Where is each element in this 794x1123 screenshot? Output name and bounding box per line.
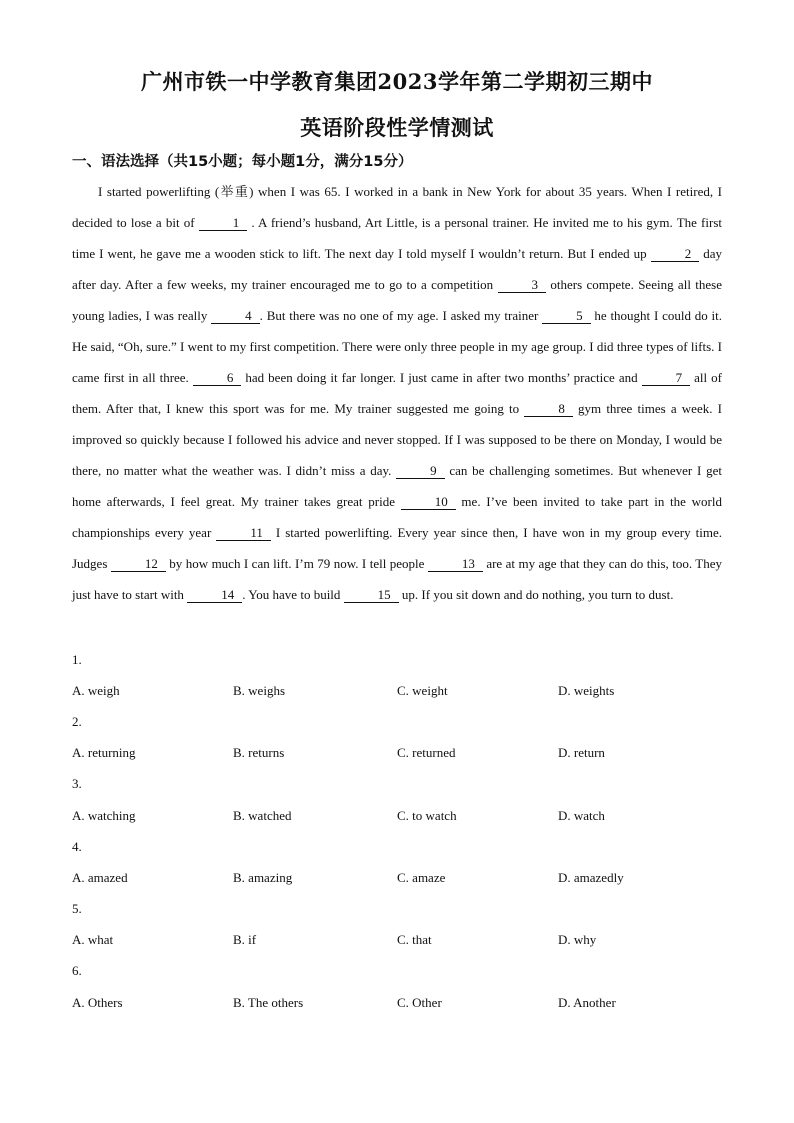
option-b[interactable]: B. The others xyxy=(233,995,304,1010)
blank-6[interactable]: 6 xyxy=(193,370,242,386)
question-number: 2. xyxy=(72,714,82,729)
option-d[interactable]: D. weights xyxy=(558,683,615,698)
passage-paragraph: I started powerlifting (举重) when I was 65. I worked in a bank in New York for about 35 years. When I retired, I decided to lose a bit of 1 . A friend’s husband, Art Little, is a personal trainer. He invited me to his gym. The first time I went, he gave me a wooden stick to lift. The next day I told myself I wouldn’t return. But I ended up 2 day after day. After a few weeks, my trainer encouraged me to go to a competition 3 others compete. Seeing all these young ladies, I was really 4 . But there was no one of my age. I asked my trainer 5 he thought I could do it. He said, “Oh, sure.” I went to my first competition. There were only three people in my age group. I did three types of lifts. I came first in all three. 6 had been doing it far longer. I just came in after two months’ practice and 7 all of them. After that, I knew this sport was for me. My trainer suggested me going to 8 gym three times a week. I improved so quickly because I followed his advice and never stopped. If I was supposed to be there on Monday, I would be there, no matter what the weather was. I didn’t miss a day. 9 can be challenging sometimes. But whenever I get home afterwards, I feel great. My trainer takes great pride 10 me. I’ve been invited to take part in the world championships every year 11 I started powerlifting. Every year since then, I have won in my group every time. Judges 12 by how much I can lift. I’m 79 now. I tell people 13 are at my age that they can do this, too. They just have to start with 14 . You have to build 15 up. If you sit down and do nothing, you turn to dust. xyxy=(72,184,723,602)
blank-7[interactable]: 7 xyxy=(642,370,691,386)
blank-14[interactable]: 14 xyxy=(187,587,242,603)
section-heading: 一、语法选择（共15小题；每小题1分，满分15分） xyxy=(72,154,413,170)
blank-9[interactable]: 9 xyxy=(396,463,445,479)
option-c[interactable]: C. amaze xyxy=(397,870,446,885)
option-b[interactable]: B. watched xyxy=(233,808,292,823)
question-number: 6. xyxy=(72,963,82,978)
option-a[interactable]: A. what xyxy=(72,932,114,947)
option-c[interactable]: C. weight xyxy=(397,683,448,698)
blank-15[interactable]: 15 xyxy=(344,587,399,603)
option-b[interactable]: B. weighs xyxy=(233,683,285,698)
option-d[interactable]: D. why xyxy=(558,932,597,947)
option-c[interactable]: C. that xyxy=(397,932,432,947)
option-b[interactable]: B. amazing xyxy=(233,870,293,885)
reading-passage xyxy=(72,176,722,610)
option-c[interactable]: C. Other xyxy=(397,995,442,1010)
blank-13[interactable]: 13 xyxy=(428,556,483,572)
option-a[interactable]: A. returning xyxy=(72,745,136,760)
option-a[interactable]: A. watching xyxy=(72,808,136,823)
option-b[interactable]: B. if xyxy=(233,932,257,947)
option-d[interactable]: D. amazedly xyxy=(558,870,624,885)
option-a[interactable]: A. weigh xyxy=(72,683,120,698)
blank-1[interactable]: 1 xyxy=(199,215,248,231)
option-a[interactable]: A. Others xyxy=(72,995,123,1010)
blank-3[interactable]: 3 xyxy=(498,277,547,293)
option-a[interactable]: A. amazed xyxy=(72,870,128,885)
blank-10[interactable]: 10 xyxy=(401,494,456,510)
question-number: 3. xyxy=(72,776,82,791)
blank-12[interactable]: 12 xyxy=(111,556,166,572)
option-d[interactable]: D. watch xyxy=(558,808,605,823)
option-d[interactable]: D. return xyxy=(558,745,605,760)
option-b[interactable]: B. returns xyxy=(233,745,285,760)
question-number: 1. xyxy=(72,652,82,667)
blank-2[interactable]: 2 xyxy=(651,246,700,262)
option-c[interactable]: C. to watch xyxy=(397,808,457,823)
blank-8[interactable]: 8 xyxy=(524,401,573,417)
exam-title: 广州市铁一中学教育集团2023学年第二学期初三期中 xyxy=(141,69,653,94)
blank-5[interactable]: 5 xyxy=(542,308,591,324)
option-d[interactable]: D. Another xyxy=(558,995,616,1010)
exam-subtitle: 英语阶段性学情测试 xyxy=(300,115,494,140)
question-number: 4. xyxy=(72,839,82,854)
question-number: 5. xyxy=(72,901,82,916)
option-c[interactable]: C. returned xyxy=(397,745,456,760)
blank-11[interactable]: 11 xyxy=(216,525,271,541)
blank-4[interactable]: 4 xyxy=(211,308,260,324)
